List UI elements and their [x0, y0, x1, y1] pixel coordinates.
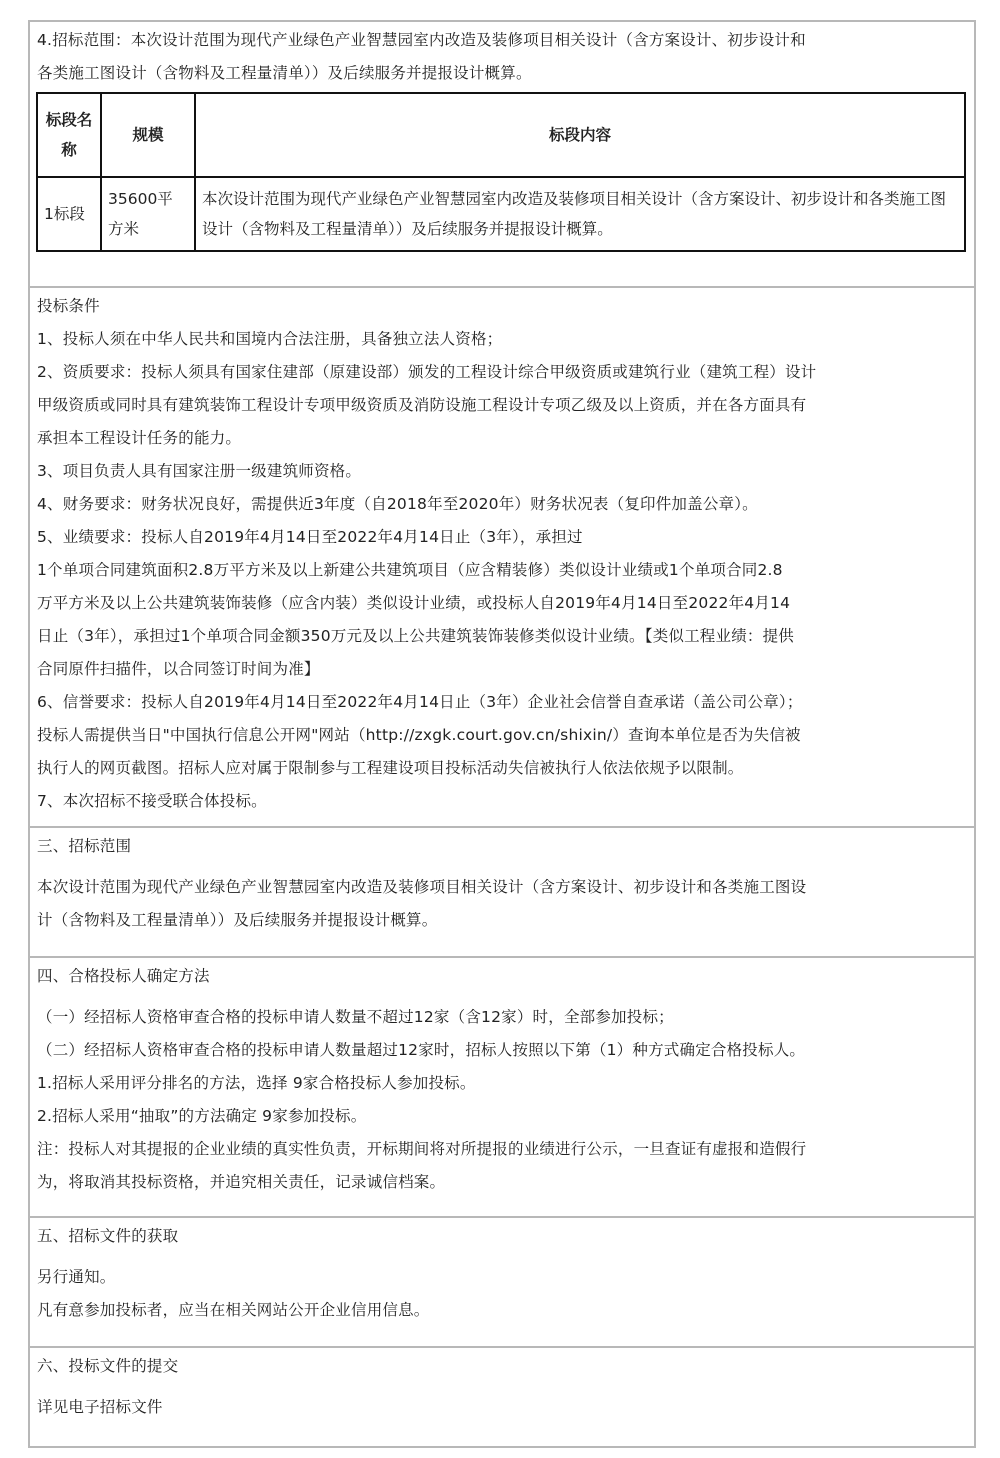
text-line: 各类施工图设计（含物料及工程量清单））及后续服务并提报设计概算。	[37, 64, 532, 82]
scope-section	[30, 22, 974, 288]
table-header-row	[37, 93, 965, 177]
section-heading: 六、投标文件的提交	[37, 1357, 179, 1375]
text-line: 4、财务要求：财务状况良好，需提供近3年度（自2018年至2020年）财务状况表（复印件加盖公章）。	[37, 495, 758, 513]
text-line: 合同原件扫描件，以合同签订时间为准】	[37, 660, 320, 678]
qualified-bidder-section	[30, 958, 974, 1218]
section-heading: 投标条件	[37, 297, 100, 315]
table-row	[37, 177, 965, 251]
header-lot-name: 标段名称	[37, 93, 101, 177]
text-line: 凡有意参加投标者，应当在相关网站公开企业信用信息。	[37, 1301, 430, 1319]
section-heading: 三、招标范围	[37, 837, 132, 855]
tender-scope-section	[30, 828, 974, 958]
text-line: 4.招标范围：本次设计范围为现代产业绿色产业智慧园室内改造及装修项目相关设计（含方案设计、初步设计和	[37, 31, 806, 49]
text-line: 本次设计范围为现代产业绿色产业智慧园室内改造及装修项目相关设计（含方案设计、初步设计和各类施工图设	[37, 878, 807, 896]
text-line: 另行通知。	[37, 1268, 116, 1286]
text-line: 执行人的网页截图。招标人应对属于限制参与工程建设项目投标活动失信被执行人依法依规予以限制。	[37, 759, 744, 777]
text-line: 注：投标人对其提报的企业业绩的真实性负责，开标期间将对所提报的业绩进行公示，一旦查证有虚报和造假行	[37, 1140, 807, 1158]
text-line: 计（含物料及工程量清单））及后续服务并提报设计概算。	[37, 911, 438, 929]
cell-lot-content: 本次设计范围为现代产业绿色产业智慧园室内改造及装修项目相关设计（含方案设计、初步设计和各类施工图设计（含物料及工程量清单））及后续服务并提报设计概算。	[195, 177, 965, 251]
section-heading: 四、合格投标人确定方法	[37, 967, 210, 985]
text-line: 为，将取消其投标资格，并追究相关责任，记录诚信档案。	[37, 1173, 446, 1191]
header-scale: 规模	[101, 93, 195, 177]
cell-lot-name: 1标段	[37, 177, 101, 251]
text-line: 7、本次招标不接受联合体投标。	[37, 792, 267, 810]
text-line: 承担本工程设计任务的能力。	[37, 429, 242, 447]
text-line: 日止（3年），承担过1个单项合同金额350万元及以上公共建筑装饰装修类似设计业绩。【类似工程业绩：提供	[37, 627, 795, 645]
text-line: 6、信誉要求：投标人自2019年4月14日至2022年4月14日止（3年）企业社会信誉自查承诺（盖公司公章）；	[37, 693, 803, 711]
bid-conditions-section	[30, 288, 974, 828]
text-line: 3、项目负责人具有国家注册一级建筑师资格。	[37, 462, 362, 480]
text-line: 投标人需提供当日"中国执行信息公开网"网站（http://zxgk.court.gov.cn/shixin/）查询本单位是否为失信被	[37, 726, 801, 744]
tender-document	[28, 20, 976, 1448]
lot-table	[36, 92, 966, 252]
tender-document-acquisition-section	[30, 1218, 974, 1348]
section-heading: 五、招标文件的获取	[37, 1227, 179, 1245]
bid-submission-section	[30, 1348, 974, 1448]
text-line: 甲级资质或同时具有建筑装饰工程设计专项甲级资质及消防设施工程设计专项乙级及以上资质，并在各方面具有	[37, 396, 807, 414]
text-line: （二）经招标人资格审查合格的投标申请人数量超过12家时，招标人按照以下第（1）种方式确定合格投标人。	[37, 1041, 806, 1059]
text-line: 1.招标人采用评分排名的方法，选择 9家合格投标人参加投标。	[37, 1074, 476, 1092]
text-line: 1、投标人须在中华人民共和国境内合法注册，具备独立法人资格；	[37, 330, 503, 348]
text-line: （一）经招标人资格审查合格的投标申请人数量不超过12家（含12家）时，全部参加投标；	[37, 1008, 674, 1026]
text-line: 5、业绩要求：投标人自2019年4月14日至2022年4月14日止（3年），承担过	[37, 528, 583, 546]
cell-scale: 35600平方米	[101, 177, 195, 251]
text-line: 万平方米及以上公共建筑装饰装修（应含内装）类似设计业绩，或投标人自2019年4月14日至2022年4月14	[37, 594, 791, 612]
text-line: 2.招标人采用“抽取”的方法确定 9家参加投标。	[37, 1107, 367, 1125]
text-line: 2、资质要求：投标人须具有国家住建部（原建设部）颁发的工程设计综合甲级资质或建筑行业（建筑工程）设计	[37, 363, 817, 381]
text-line: 1个单项合同建筑面积2.8万平方米及以上新建公共建筑项目（应含精装修）类似设计业绩或1个单项合同2.8	[37, 561, 783, 579]
header-lot-content: 标段内容	[195, 93, 965, 177]
text-line: 详见电子招标文件	[37, 1398, 163, 1416]
